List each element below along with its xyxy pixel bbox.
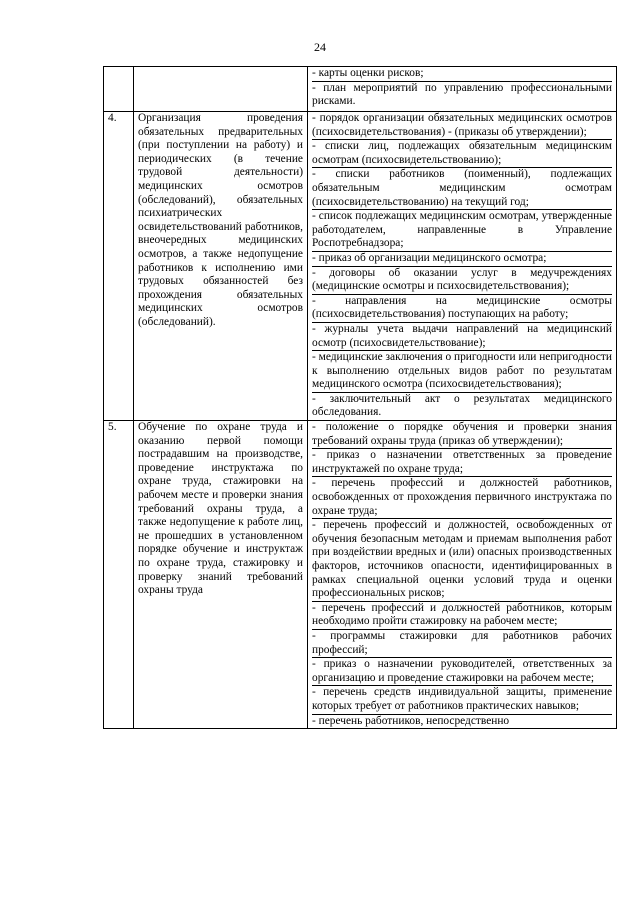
requirement-text: Обучение по охране труда и оказанию первой помощи пострадавшим на производстве, проведение инструктажа по охране труда, стажировки на рабочем месте и проверки знания требований охраны труда, а также недопущение к работе лиц, не прошедших в установленном порядке обучение и инструктаж по охране труда, стажировку и проверку знаний требований охраны труда: [134, 421, 308, 729]
document-item: - перечень профессий и должностей работников, которым необходимо пройти стажировку на рабочем месте;: [312, 601, 612, 628]
row-number: [104, 67, 134, 112]
document-item: - перечень профессий и должностей, освобожденных от обучения безопасным методам и приемам выполнения работ при воздействии вредных и (или) опасных производственных факторов, источников опасности, идентифицированных в рамках специальной оценки условий труда и оценки профессиональных рисков;: [312, 519, 612, 600]
documents-cell: [308, 112, 617, 421]
table-row: [104, 112, 617, 421]
document-item: - карты оценки рисков;: [312, 67, 424, 79]
requirement-text: [134, 67, 308, 112]
document-item: - перечень средств индивидуальной защиты, применение которых требует от работников практических навыков;: [312, 686, 612, 712]
document-item: - договоры об оказании услуг в медучреждениях (медицинские осмотры и психосвидетельствования);: [312, 266, 612, 293]
document-item: - направления на медицинские осмотры (психосвидетельствования) поступающих на работу;: [312, 294, 612, 321]
document-item: - списки лиц, подлежащих обязательным медицинским осмотрам (психосвидетельствованию);: [312, 140, 612, 166]
row-number: 4.: [104, 112, 134, 421]
document-item: - приказ о назначении ответственных за проведение инструктажей по охране труда;: [312, 449, 612, 475]
table-body: [104, 67, 617, 729]
requirements-table: [103, 66, 617, 729]
document-item: - список подлежащих медицинским осмотрам, утвержденные работодателем, направленные в Управление Роспотребнадзора;: [312, 210, 612, 250]
document-item: - заключительный акт о результатах медицинского обследования.: [312, 392, 612, 419]
documents-cell: [308, 67, 617, 112]
document-item: - списки работников (поименный), подлежащих обязательным медицинским осмотрам (психосвидетельствованию) на текущий год;: [312, 168, 612, 208]
documents-cell: [308, 421, 617, 729]
document-item: - программы стажировки для работников рабочих профессий;: [312, 629, 612, 656]
requirement-text: Организация проведения обязательных предварительных (при поступлении на работу) и периодических (в течение трудовой деятельности) медицинских осмотров (обследований), обязательных психиатрических освидетельствований работников, внеочередных медицинских осмотров, а также недопущение работников к исполнению ими трудовых обязанностей без прохождения обязательных медицинских осмотров (обследований).: [134, 112, 308, 421]
page-number: 24: [314, 40, 326, 54]
table-row: [104, 421, 617, 729]
document-item: - журналы учета выдачи направлений на медицинский осмотр (психосвидетельствование);: [312, 322, 612, 349]
document-item: - медицинские заключения о пригодности или непригодности к выполнению отдельных видов работ по результатам медицинского осмотра (психосвидетельствования);: [312, 351, 612, 391]
document-item: - план мероприятий по управлению профессиональными рисками.: [312, 81, 612, 108]
document-item: - положение о порядке обучения и проверки знания требований охраны труда (приказ об утверждении);: [312, 421, 612, 447]
document-item: - приказ о назначении руководителей, ответственных за организацию и проведение стажировки на рабочем месте;: [312, 658, 612, 684]
document-item: - приказ об организации медицинского осмотра;: [312, 251, 612, 266]
document-item: - перечень профессий и должностей работников, освобожденных от прохождения первичного инструктажа по охране труда;: [312, 477, 612, 517]
document-item: - порядок организации обязательных медицинских осмотров (психосвидетельствования) - (приказы об утверждении);: [312, 112, 612, 138]
row-number: 5.: [104, 421, 134, 729]
table-row: [104, 67, 617, 112]
document-item: - перечень работников, непосредственно: [312, 714, 612, 729]
